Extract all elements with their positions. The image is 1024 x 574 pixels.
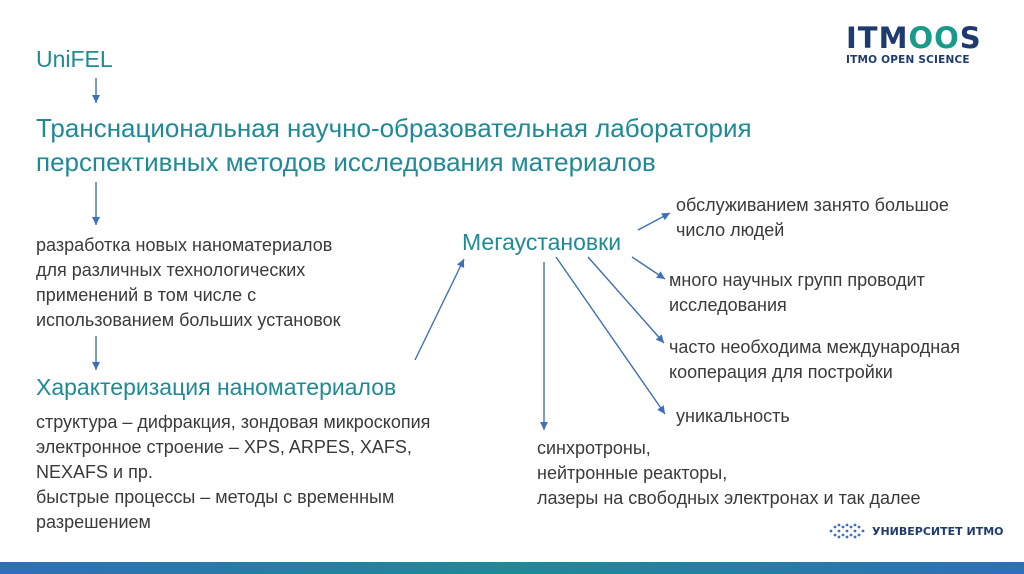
- arrow-characterization-to-megafacilities: [415, 259, 464, 360]
- feature-item: часто необходима международная кооперация для постройки: [669, 337, 960, 382]
- arrow-mega-to-feature-4: [556, 257, 665, 414]
- development-line: использованием больших установок: [36, 310, 341, 330]
- bottom-bar: [0, 562, 1024, 574]
- lab-title-line: перспективных методов исследования материалов: [36, 147, 656, 177]
- characterization-item: структура – дифракция, зондовая микроскопия: [36, 412, 431, 432]
- development-line: для различных технологических: [36, 260, 306, 280]
- feature-item: уникальность: [676, 406, 790, 426]
- feature-item: обслуживанием занято большое число людей: [676, 195, 949, 240]
- university-itmo-logo: [828, 522, 1004, 540]
- arrow-mega-to-feature-1: [638, 213, 670, 230]
- characterization-item: быстрые процессы – методы с временным: [36, 487, 395, 507]
- characterization-heading: Характеризация наноматериалов: [36, 374, 397, 400]
- itmo-dots-icon: [828, 522, 866, 540]
- lab-title-line: Транснациональная научно-образовательная лаборатория: [36, 113, 752, 143]
- characterization-item: NEXAFS и пр.: [36, 462, 153, 482]
- logo-subtitle: ITMO OPEN SCIENCE: [846, 54, 970, 66]
- logo-title: ITMOOS: [846, 21, 982, 55]
- characterization-item: разрешением: [36, 512, 151, 532]
- development-line: разработка новых наноматериалов: [36, 235, 333, 255]
- development-line: применений в том числе с: [36, 285, 257, 305]
- megafacilities-label: Мегаустановки: [462, 229, 622, 255]
- characterization-item: электронное строение – XPS, ARPES, XAFS,: [36, 437, 412, 457]
- example-item: лазеры на свободных электронах и так далее: [537, 488, 921, 508]
- unifel-label: UniFEL: [36, 46, 113, 72]
- university-label: УНИВЕРСИТЕТ ИТМО: [872, 524, 1004, 538]
- example-item: нейтронные реакторы,: [537, 463, 728, 483]
- feature-item: много научных групп проводит исследования: [669, 270, 925, 315]
- arrow-mega-to-feature-2: [632, 257, 665, 279]
- example-item: синхротроны,: [537, 438, 651, 458]
